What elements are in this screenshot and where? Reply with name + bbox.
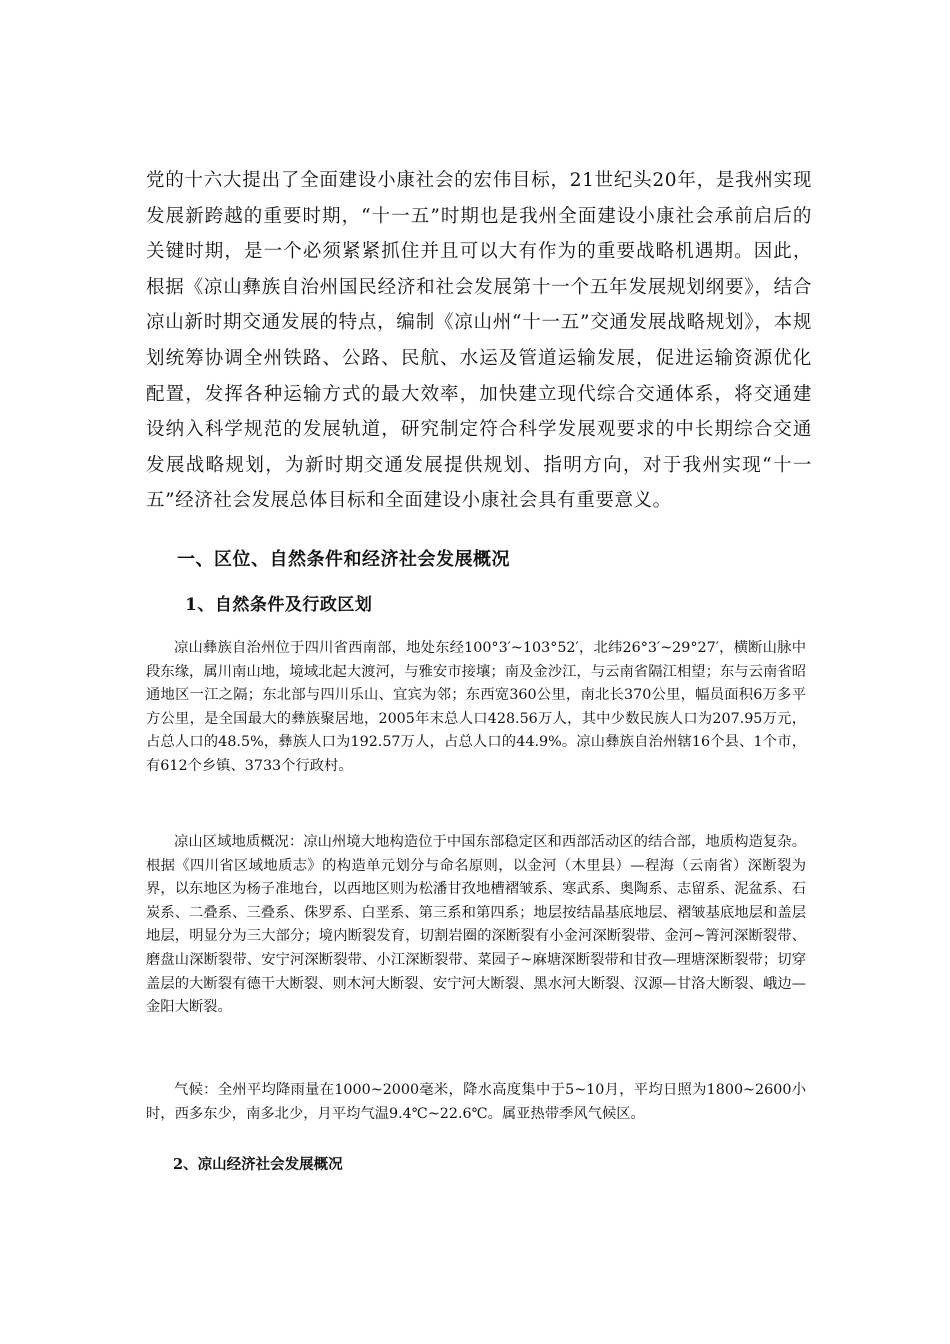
climate-paragraph: 气候：全州平均降雨量在1000~2000毫米，降水高度集中于5~10月，平均日照为1800~2600小时，西多东少，南多北少，月平均气温9.4℃~22.6℃。属亚热带季风气候区。 [146, 1082, 806, 1122]
intro-paragraph: 党的十六大提出了全面建设小康社会的宏伟目标，21世纪头20年，是我州实现发展新跨越的重要时期，“十一五”时期也是我州全面建设小康社会承前启后的关键时期，是一个必须紧紧抓住并且可以大有作为的重要战略机遇期。因此，根据《凉山彝族自治州国民经济和社会发展第十一个五年发展规划纲要》，结合凉山新时期交通发展的特点，编制《凉山州“十一五”交通发展战略规划》，本规划统筹协调全州铁路、公路、民航、水运及管道运输发展，促进运输资源优化配置，发挥各种运输方式的最大效率，加快建立现代综合交通体系，将交通建设纳入科学规范的发展轨道，研究制定符合科学发展观要求的中长期综合交通发展战略规划，为新时期交通发展提供规划、指明方向，对于我州实现“十一五”经济社会发展总体目标和全面建设小康社会具有重要意义。 [146, 170, 812, 512]
geology-paragraph: 凉山区域地质概况：凉山州境大地构造位于中国东部稳定区和西部活动区的结合部，地质构造复杂。根据《四川省区域地质志》的构造单元划分与命名原则，以金河（木里县）—程海（云南省）深断裂为界，以东地区为杨子准地台，以西地区则为松潘甘孜地槽褶皱系、寒武系、奥陶系、志留系、泥盆系、石炭系、二叠系、三叠系、侏罗系、白垩系、第三系和第四系；地层按结晶基底地层、褶皱基底地层和盖层地层，明显分为三大部分；境内断裂发育，切割岩圈的深断裂有小金河深断裂带、金河~箐河深断裂带、磨盘山深断裂带、安宁河深断裂带、小江深断裂带、菜园子~麻塘深断裂带和甘孜—理塘深断裂带；切穿盖层的大断裂有德干大断裂、则木河大断裂、安宁河大断裂、黑水河大断裂、汉源—甘洛大断裂、峨边—金阳大断裂。 [146, 834, 806, 1016]
subsection-heading-economy: 2、凉山经济社会发展概况 [173, 1156, 343, 1173]
location-paragraph: 凉山彝族自治州位于四川省西南部，地处东经100°3′~103°52′，北纬26°3′~29°27′，横断山脉中段东缘，属川南山地，境域北起大渡河，与雅安市接壤；南及金沙江，与云南省隔江相望；东与云南省昭通地区一江之隔；东北部与四川乐山、宜宾为邻；东西宽360公里，南北长370公里，幅员面积6万多平方公里，是全国最大的彝族聚居地，2005年末总人口428.56万人，其中少数民族人口为207.95万元，占总人口的48.5%，彝族人口为192.57万人，占总人口的44.9%。凉山彝族自治州辖16个县、1个市，有612个乡镇、3733个行政村。 [146, 640, 806, 774]
subsection-heading-natural-conditions: 1、自然条件及行政区划 [185, 595, 373, 615]
section-heading-overview: 一、区位、自然条件和经济社会发展概况 [177, 549, 510, 570]
